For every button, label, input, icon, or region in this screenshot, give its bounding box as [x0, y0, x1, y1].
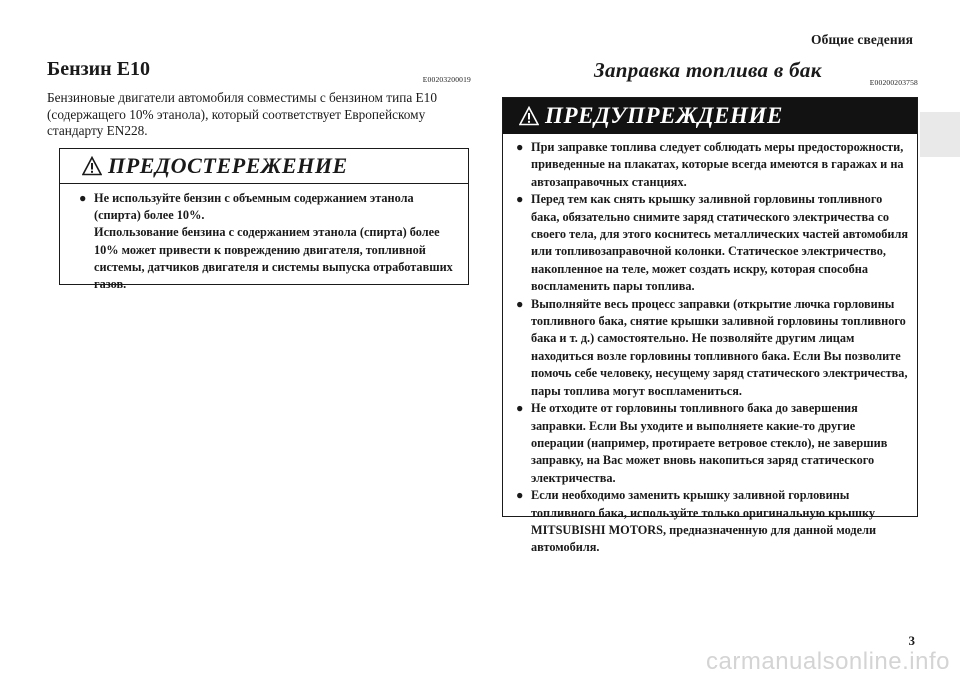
bullet-icon: ● — [516, 401, 524, 416]
refuel-code: E00200203758 — [869, 78, 918, 87]
caution-box — [59, 148, 469, 292]
warning-body — [503, 134, 917, 557]
warning-box — [502, 97, 918, 555]
caution-item-line: Не используйте бензин с объемным содержанием этанола (спирта) более 10%. — [94, 191, 414, 223]
warning-item-text: Если необходимо заменить крышку заливной горловины топливного бака, используйте только оригинальную крышку MITSUBISHI MOTORS, предназначенную для данной модели автомобиля. — [531, 488, 877, 555]
warning-item-text: Перед тем как снять крышку заливной горловины топливного бака, обязательно снимите заряд статического электричества со своего тела, для этого коснитесь металлических частей автомобиля или топливозаправочной колонки. Статическое электричество, накопленное на теле, может создать искру, которая способна воспламенить пары топлива. — [531, 192, 909, 294]
page-section-header: Общие сведения — [811, 32, 913, 47]
warning-item-text: Не отходите от горловины топливного бака до завершения заправки. Если Вы уходите и выполняете какие-то другие операции (например, протираете ветровое стекло), не завершив заправку, на Вас может вновь накопиться заряд статического электричества. — [531, 401, 888, 485]
bullet-icon: ● — [516, 296, 524, 311]
refuel-title: Заправка топлива в бак — [594, 58, 822, 82]
chapter-tab — [920, 112, 960, 157]
caution-title: ПРЕДОСТЕРЕЖЕНИЕ — [108, 153, 348, 178]
bullet-icon: ● — [516, 140, 524, 154]
bullet-icon: ● — [516, 488, 524, 503]
e10-intro-text: Бензиновые двигатели автомобиля совместимы с бензином типа E10 (содержащего 10% этанола), который соответствует Европейскому стандарту EN228. — [47, 90, 437, 138]
warning-item — [511, 296, 909, 400]
bullet-icon: ● — [516, 192, 524, 207]
caution-item-line: Использование бензина с содержанием этанола (спирта) более 10% может привести к повреждению двигателя, топливной системы, датчиков двигателя и системы выпуска отработавших газов. — [94, 225, 453, 292]
e10-title: Бензин E10 — [47, 58, 151, 80]
warning-triangle-icon — [82, 156, 102, 176]
caution-item — [74, 190, 458, 293]
caution-body — [60, 184, 468, 293]
page-number: 3 — [908, 633, 915, 648]
warning-header — [503, 98, 917, 134]
warning-item — [511, 400, 909, 487]
warning-item-text: Выполняйте весь процесс заправки (открытие лючка горловины топливного бака, снятие крышки заливной горловины топливного бака и т. д.) самостоятельно. Не позволяйте другим лицам находиться возле горловины топливного бака. Если Вы позволите помочь себе человеку, несущему заряд статического электричества, пары топлива могут воспламениться. — [531, 296, 908, 398]
warning-item — [511, 191, 909, 295]
e10-section — [47, 58, 471, 140]
warning-triangle-icon — [519, 106, 539, 126]
warning-item — [511, 139, 909, 191]
warning-item — [511, 487, 909, 557]
e10-code: E00203200019 — [422, 75, 471, 84]
caution-header — [60, 149, 468, 184]
e10-heading-row — [47, 58, 471, 84]
watermark-text: carmanualsonline.info — [706, 648, 950, 675]
bullet-icon: ● — [79, 191, 87, 205]
warning-title: ПРЕДУПРЕЖДЕНИЕ — [545, 103, 783, 128]
warning-item-text: При заправке топлива следует соблюдать меры предосторожности, приведенные на плакатах, которые всегда имеются в гаражах и на автозаправочных станциях. — [531, 140, 904, 189]
